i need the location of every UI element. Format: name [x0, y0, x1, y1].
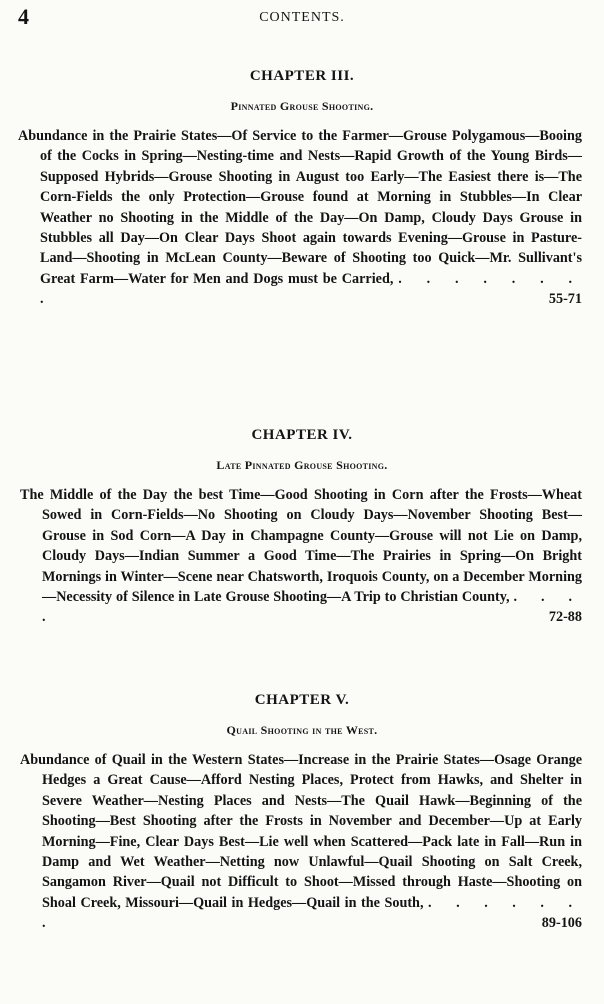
chapter-subtitle: Quail Shooting in the West.: [226, 723, 378, 737]
page-range: 55-71: [548, 291, 582, 308]
chapter-heading: CHAPTER III.: [249, 68, 355, 84]
summary-text: The Middle of the Day the best Time—Good Shooting in Corn after the Frosts—Wheat Sowed in Corn-Fields—No Shooting on Cloudy Days—November Shooting Best—Grouse in Sod Corn—A Day in Champagne County—Grouse will not Lie on Damp, Cloudy Days—Indian Summer a Good Time—The Prairies in Spring—On Bright Mornings in Winter—Scene near Chatsworth, Iroquois County, on a December Morning—Necessity of Silence in Late Grouse Shooting—A Trip to Christian County,: [20, 487, 582, 606]
chapter-summary: [20, 485, 582, 628]
chapter-heading: CHAPTER IV.: [251, 427, 353, 443]
chapter-4-entry: [0, 425, 604, 628]
page-header: [0, 4, 604, 30]
chapter-subtitle: Pinnated Grouse Shooting.: [230, 99, 374, 113]
leader-dots: . . . . . . .: [42, 894, 583, 932]
running-title: CONTENTS.: [259, 10, 345, 25]
leader-dots: . . . . . . . .: [40, 270, 583, 308]
page-number: 4: [18, 4, 29, 29]
leader-dots: . . . .: [42, 589, 582, 626]
page-range: 72-88: [548, 609, 582, 626]
chapter-summary: [20, 750, 582, 934]
chapter-3-entry: [0, 66, 604, 310]
chapter-5-entry: [0, 690, 604, 934]
page-range: 89-106: [541, 915, 582, 932]
summary-text: Abundance in the Prairie States—Of Service to the Farmer—Grouse Polygamous—Booing of the Cocks in Spring—Nesting-time and Nests—Rapid Growth of the Young Birds—Supposed Hybrids—Grouse Shooting in August too Early—The Easiest there is—The Corn-Fields the only Protection—Grouse found at Morning in Stubbles—In Clear Weather no Shooting in the Middle of the Day—On Damp, Cloudy Days Grouse in Stubbles all Day—On Clear Days Shoot again towards Evening—Grouse in Pasture-Land—Shooting in McLean County—Beware of Shooting too Quick—Mr. Sullivant's Great Farm—Water for Men and Dogs must be Carried,: [18, 128, 582, 287]
chapter-summary: [18, 126, 582, 310]
summary-text: Abundance of Quail in the Western States—Increase in the Prairie States—Osage Orange Hedges a Great Cause—Afford Nesting Places, Protect from Hawks, and Shelter in Severe Weather—Nesting Places and Nests—The Quail Hawk—Beginning of the Shooting—Best Shooting after the Frosts in November and December—Up at Early Morning—Fine, Clear Days Best—Lie well when Scattered—Pack late in Fall—Run in Damp and Wet Weather—Netting now Unlawful—Quail Shooting on Salt Creek, Sangamon River—Quail not Difficult to Shoot—Missed through Haste—Shooting on Shoal Creek, Missouri—Quail in Hedges—Quail in the South,: [20, 752, 582, 911]
chapter-heading: CHAPTER V.: [254, 692, 350, 708]
chapter-subtitle: Late Pinnated Grouse Shooting.: [216, 458, 388, 472]
